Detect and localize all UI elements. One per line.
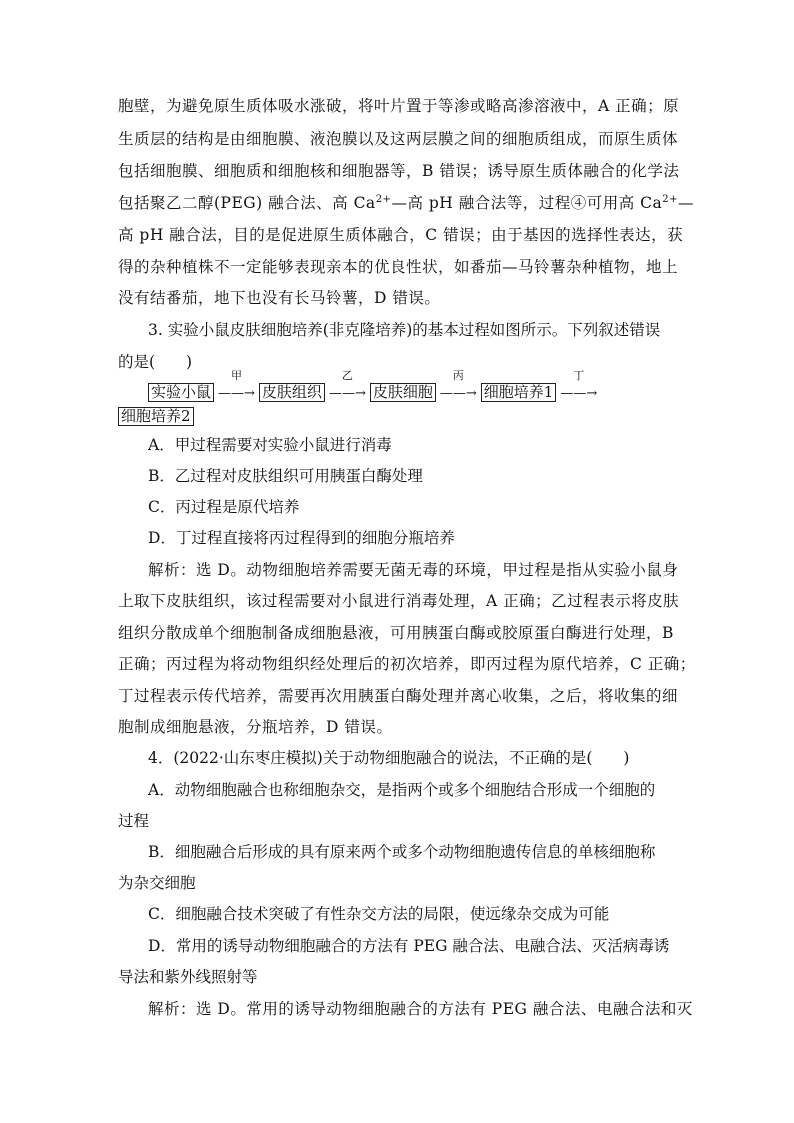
text-line: 得的杂种植株不一定能够表现亲本的优良性状，如番茄—马铃薯杂种植物，地上 — [118, 258, 679, 276]
arrow-glyph: ——→ — [560, 386, 598, 401]
flow-arrow — [439, 369, 477, 406]
text-line — [118, 191, 694, 215]
text-fragment: —高 pH 融合法等，过程④可用高 Ca — [391, 194, 663, 212]
superscript: 2+ — [662, 193, 679, 205]
flow-arrow — [328, 369, 366, 406]
question-3-stem-cont: 的是( ) — [118, 353, 193, 371]
option-a: A．动物细胞融合也称细胞杂交，是指两个或多个细胞结合形成一个细胞的 — [148, 781, 656, 799]
flow-diagram — [148, 369, 601, 404]
arrow-label: 丁 — [573, 369, 585, 382]
flow-node-mouse: 实验小鼠 — [148, 383, 214, 402]
option-c: C．细胞融合技术突破了有性杂交方法的局限，使远缘杂交成为可能 — [148, 905, 610, 923]
flow-node-culture-2: 细胞培养2 — [118, 407, 194, 426]
option-c: C．丙过程是原代培养 — [148, 498, 300, 516]
analysis-line: 正确；丙过程为将动物组织经处理后的初次培养，即丙过程为原代培养，C 正确； — [118, 655, 696, 673]
arrow-glyph: ——→ — [218, 386, 255, 401]
text-fragment: — — [678, 194, 695, 212]
flow-node-skin-tissue: 皮肤组织 — [259, 383, 325, 402]
option-d: D．丁过程直接将丙过程得到的细胞分瓶培养 — [148, 529, 455, 547]
analysis-line: 丁过程表示传代培养，需要再次用胰蛋白酶处理并离心收集，之后，将收集的细 — [118, 687, 679, 705]
arrow-label: 甲 — [230, 369, 242, 382]
option-d-cont: 导法和紫外线照射等 — [118, 968, 258, 986]
analysis-line: 解析：选 D。动物细胞培养需要无菌无毒的环境，甲过程是指从实验小鼠身 — [148, 561, 679, 579]
text-line: 高 pH 融合法，目的是促进原生质体融合，C 错误；由于基因的选择性表达，获 — [118, 226, 684, 244]
option-a-cont: 过程 — [118, 812, 150, 830]
option-b: B．乙过程对皮肤组织可用胰蛋白酶处理 — [148, 467, 423, 485]
analysis-line: 胞制成细胞悬液，分瓶培养，D 错误。 — [118, 718, 393, 736]
flow-diagram-cont — [118, 404, 194, 428]
text-line: 生质层的结构是由细胞膜、液泡膜以及这两层膜之间的细胞质组成，而原生质体 — [118, 130, 679, 148]
arrow-glyph: ——→ — [328, 386, 366, 401]
option-b: B．细胞融合后形成的具有原来两个或多个动物细胞遗传信息的单核细胞称 — [148, 843, 656, 861]
option-d: D．常用的诱导动物细胞融合的方法有 PEG 融合法、电融合法、灭活病毒诱 — [148, 937, 670, 955]
flow-node-culture-1: 细胞培养1 — [481, 383, 557, 402]
option-b-cont: 为杂交细胞 — [118, 874, 196, 892]
option-a: A．甲过程需要对实验小鼠进行消毒 — [148, 436, 392, 454]
text-line: 胞壁，为避免原生质体吸水涨破，将叶片置于等渗或略高渗溶液中，A 正确；原 — [118, 97, 680, 115]
arrow-label: 丙 — [452, 369, 464, 382]
flow-arrow — [560, 369, 598, 406]
analysis-line: 上取下皮肤组织，该过程需要对小鼠进行消毒处理，A 正确；乙过程表示将皮肤 — [118, 592, 680, 610]
arrow-label: 乙 — [341, 369, 353, 382]
question-3-stem: 3. 实验小鼠皮肤细胞培养(非克隆培养)的基本过程如图所示。下列叙述错误 — [148, 321, 661, 339]
flow-node-skin-cell: 皮肤细胞 — [370, 383, 436, 402]
analysis-line: 组织分散成单个细胞制备成细胞悬液，可用胰蛋白酶或胶原蛋白酶进行处理，B — [118, 624, 674, 642]
arrow-glyph: ——→ — [439, 386, 477, 401]
analysis-line: 解析：选 D。常用的诱导动物细胞融合的方法有 PEG 融合法、电融合法和灭 — [148, 1000, 693, 1018]
text-fragment: 包括聚乙二醇(PEG) 融合法、高 Ca — [118, 194, 376, 212]
text-line: 包括细胞膜、细胞质和细胞核和细胞器等，B 错误；诱导原生质体融合的化学法 — [118, 162, 680, 180]
text-line: 没有结番茄，地下也没有长马铃薯，D 错误。 — [118, 289, 441, 307]
question-4-stem: 4．(2022·山东枣庄模拟)关于动物细胞融合的说法，不正确的是( ) — [148, 749, 630, 767]
flow-arrow — [218, 369, 255, 406]
superscript: 2+ — [375, 193, 392, 205]
